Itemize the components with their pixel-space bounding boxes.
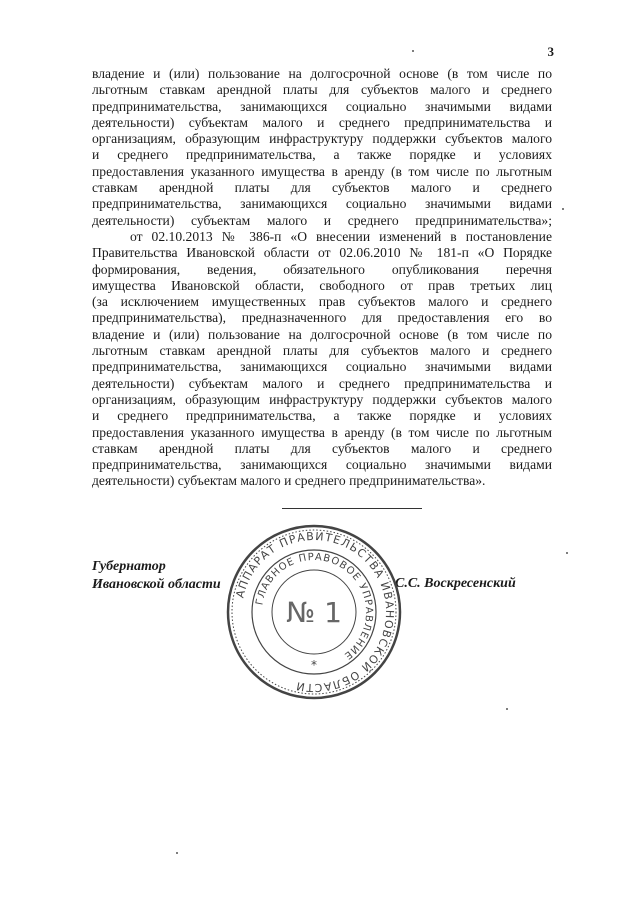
text-line: предоставления указанного имущества в аренду (в том числе по льготным <box>92 424 552 440</box>
text-line: предпринимательства, занимающихся социально значимыми видами <box>92 98 552 114</box>
text-line: организациям, образующим инфраструктуру поддержки субъектов малого <box>92 131 552 147</box>
text-line: деятельности) субъектам малого и среднего предпринимательства и <box>92 375 552 391</box>
text-line: организациям, образующим инфраструктуру поддержки субъектов малого <box>92 391 552 407</box>
text-line: ставкам арендной платы для субъектов малого и среднего <box>92 180 552 196</box>
text-line: предпринимательства, занимающихся социально значимыми видами <box>92 457 552 473</box>
text-line: деятельности) субъектам малого и среднего предпринимательства»; <box>92 212 552 228</box>
text-line: (за исключением имущественных прав субъектов малого и среднего <box>92 294 552 310</box>
text-line: от 02.10.2013 № 386-п «О внесении изменений в постановление <box>130 228 552 244</box>
official-seal <box>226 524 402 700</box>
text-line: имущества Ивановской области, свободного от прав третьих лиц <box>92 277 552 293</box>
signatory-title-line2: Ивановской области <box>92 577 221 592</box>
text-line: предпринимательства, занимающихся социально значимыми видами <box>92 196 552 212</box>
seal-ring-text: АППАРАТ ПРАВИТЕЛЬСТВА ИВАНОВСКОЙ ОБЛАСТИ <box>233 529 397 695</box>
scan-speck <box>506 708 508 710</box>
text-line: предоставления указанного имущества в аренду (в том числе по льготным <box>92 163 552 179</box>
text-line: владение и (или) пользование на долгосрочной основе (в том числе по <box>92 66 552 81</box>
handwritten-underline <box>282 508 422 510</box>
text-line: и среднего предпринимательства, а также порядке и условиях <box>92 408 552 424</box>
text-line: и среднего предпринимательства, а также порядке и условиях <box>92 147 552 163</box>
text-line: предпринимательства, занимающихся социально значимыми видами <box>92 359 552 375</box>
text-line: Правительства Ивановской области от 02.06.2010 № 181-п «О Порядке <box>92 245 552 261</box>
seal-center-number: № 1 <box>286 596 342 629</box>
scan-speck <box>562 208 564 210</box>
text-line: владение и (или) пользование на долгосрочной основе (в том числе по <box>92 326 552 342</box>
text-line: деятельности) субъектам малого и среднего предпринимательства и <box>92 114 552 130</box>
seal-star-icon: * <box>311 658 317 672</box>
document-body <box>92 66 552 490</box>
scan-speck <box>566 552 568 554</box>
text-line: льготным ставкам арендной платы для субъектов малого и среднего <box>92 343 552 359</box>
seal-inner-text: ГЛАВНОЕ ПРАВОВОЕ УПРАВЛЕНИЕ <box>254 551 375 662</box>
page-number: 3 <box>547 44 554 59</box>
text-line: льготным ставкам арендной платы для субъектов малого и среднего <box>92 82 552 98</box>
signatory-title-line1: Губернатор <box>92 559 166 574</box>
text-line: ставкам арендной платы для субъектов малого и среднего <box>92 440 552 456</box>
text-line: формирования, ведения, обязательного опубликования перечня <box>92 261 552 277</box>
text-line: предпринимательства), предназначенного для предоставления его во <box>92 310 552 326</box>
text-line: деятельности) субъектам малого и среднего предпринимательства». <box>92 473 486 489</box>
scan-speck <box>176 852 178 854</box>
scan-speck <box>412 50 414 52</box>
signatory-name: С.С. Воскресенский <box>395 576 516 591</box>
signatory-title <box>92 558 221 594</box>
